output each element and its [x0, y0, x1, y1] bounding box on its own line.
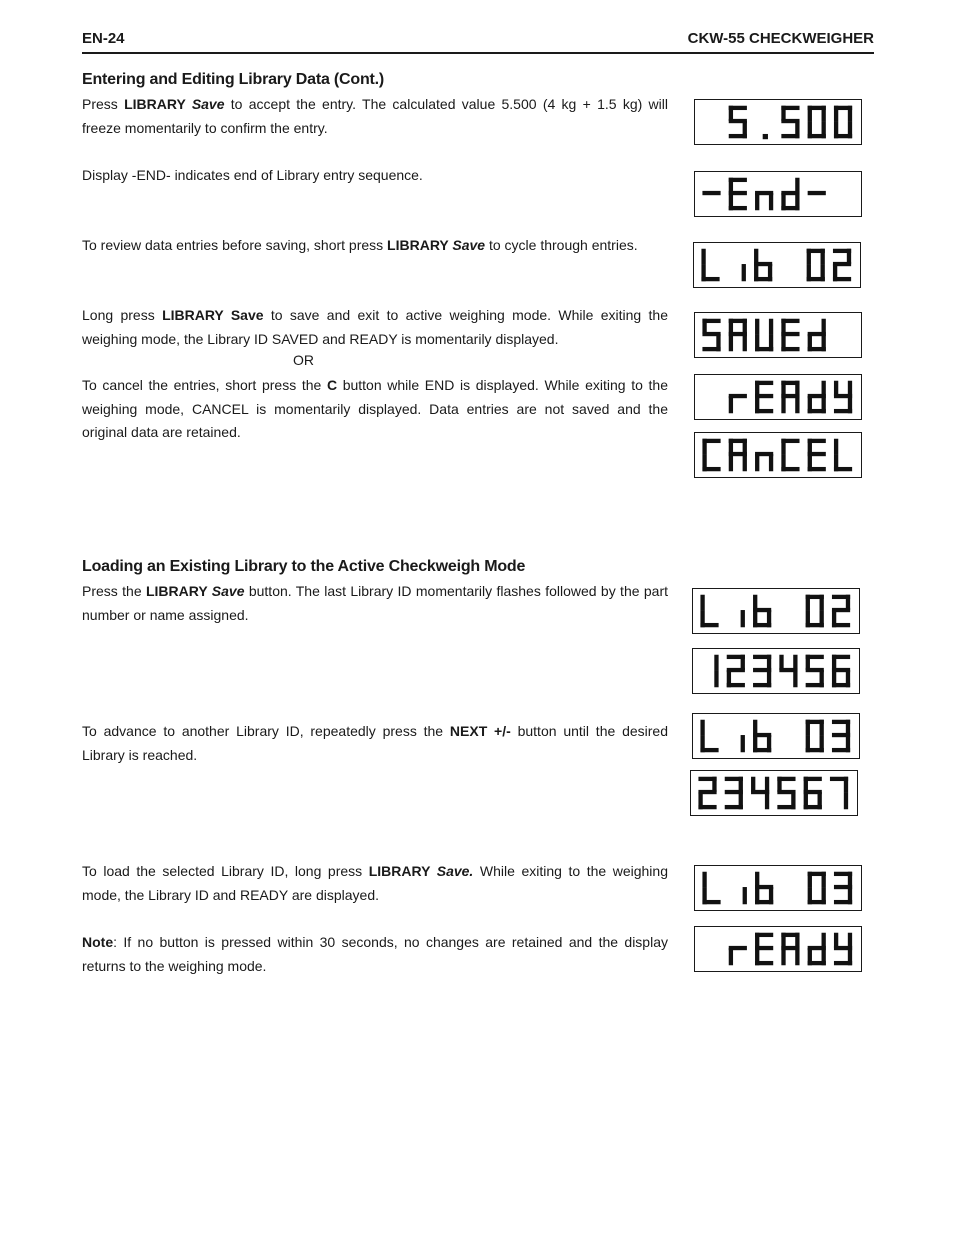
- lcd-segment: [848, 106, 852, 121]
- lcd-display: [692, 588, 860, 634]
- lcd-segment: [742, 264, 746, 281]
- lcd-segment: [729, 319, 733, 334]
- lcd-segment: [729, 106, 733, 121]
- lcd-segment: [834, 933, 838, 948]
- lcd-segment: [834, 121, 838, 138]
- lcd-segment: [807, 249, 811, 264]
- lcd-segment: [755, 381, 759, 396]
- lcd-segment: [765, 777, 769, 792]
- lcd-segment: [767, 610, 771, 627]
- lcd-segment: [755, 961, 773, 965]
- lcd-display: [694, 312, 862, 358]
- lcd-segment: [754, 249, 758, 264]
- lcd-segment: [768, 264, 772, 281]
- lcd-segment: [767, 655, 771, 670]
- lcd-segment: [818, 792, 822, 809]
- lcd-segment: [729, 332, 747, 336]
- lcd-segments: [691, 771, 857, 815]
- lcd-segment: [777, 777, 781, 792]
- lcd-segment: [808, 106, 812, 121]
- or-separator: OR: [293, 352, 314, 368]
- paragraph-note: Note: If no button is pressed within 30 seconds, no changes are retained and the display returns to the weighing mode.: [82, 934, 668, 974]
- lcd-segment: [793, 670, 797, 687]
- lcd-segment: [741, 735, 745, 752]
- product-title: CKW-55 CHECKWEIGHER: [687, 30, 874, 47]
- lcd-segment: [755, 193, 759, 210]
- lcd-segment: [795, 178, 799, 193]
- lcd-segment: [822, 872, 826, 887]
- lcd-segment: [700, 720, 704, 735]
- lcd-segment: [804, 777, 808, 792]
- lcd-segment: [822, 319, 826, 334]
- lcd-display: [694, 432, 862, 478]
- lcd-segment: [844, 792, 848, 809]
- lcd-segment: [781, 467, 799, 471]
- lcd-display: [693, 242, 861, 288]
- page-number: EN-24: [82, 30, 125, 47]
- lcd-segment: [834, 409, 852, 413]
- lcd-segment: [769, 454, 773, 471]
- lcd-segment: [822, 933, 826, 948]
- lcd-segment: [808, 872, 812, 887]
- lcd-segment: [781, 381, 785, 396]
- lcd-segment: [806, 735, 810, 752]
- lcd-segment: [807, 264, 811, 281]
- lcd-segment: [795, 933, 799, 948]
- lcd-segment: [729, 396, 733, 413]
- lcd-segment: [781, 134, 799, 138]
- lcd-segment: [779, 655, 783, 670]
- lcd-segment: [822, 334, 826, 351]
- lcd-segment: [834, 900, 852, 904]
- lcd-display: [692, 648, 860, 694]
- lcd-segment: [729, 394, 747, 398]
- lcd-segment: [848, 933, 852, 948]
- lcd-segment: [753, 720, 757, 735]
- lcd-segment: [743, 454, 747, 471]
- lcd-segment: [806, 655, 810, 670]
- lcd-segments: [695, 927, 861, 971]
- lcd-segment: [743, 439, 747, 454]
- paragraph-accept-entry: Press LIBRARY Save to accept the entry. The calculated value 5.500 (4 kg + 1.5 kg) will freeze momentarily to confirm the entry.: [82, 96, 668, 136]
- lcd-segment: [702, 319, 706, 334]
- lcd-segment: [743, 319, 747, 334]
- lcd-display: [694, 171, 862, 217]
- lcd-segment: [834, 439, 838, 454]
- lcd-segment: [725, 805, 743, 809]
- page-header: [82, 28, 874, 54]
- lcd-segment: [729, 134, 747, 138]
- lcd-segment: [833, 277, 851, 281]
- lcd-segments: [693, 714, 859, 758]
- paragraph-advance-library: To advance to another Library ID, repeatedly press the NEXT +/- button until the desired Library is reached.: [82, 723, 668, 763]
- lcd-segment: [769, 319, 773, 334]
- lcd-segments: [695, 172, 861, 216]
- lcd-segment: [729, 948, 733, 965]
- lcd-segment: [808, 191, 826, 195]
- lcd-segment: [795, 948, 799, 965]
- lcd-segment: [808, 887, 812, 904]
- section-heading-entering: Entering and Editing Library Data (Cont.): [82, 71, 385, 88]
- paragraph-press-library: Press the LIBRARY Save button. The last Library ID momentarily flashes followed by the part number or name assigned.: [82, 583, 669, 623]
- lcd-segments: [693, 649, 859, 693]
- lcd-segment: [834, 381, 838, 396]
- lcd-segment: [765, 792, 769, 809]
- lcd-segment: [806, 610, 810, 627]
- lcd-segment: [834, 961, 852, 965]
- lcd-segment: [729, 206, 747, 210]
- lcd-segment: [741, 655, 745, 670]
- lcd-segment: [753, 683, 771, 687]
- lcd-segment: [822, 381, 826, 396]
- lcd-segment: [702, 439, 706, 454]
- lcd-segment: [700, 595, 704, 610]
- lcd-segments: [695, 866, 861, 910]
- lcd-segment: [806, 595, 810, 610]
- lcd-segment: [767, 735, 771, 752]
- lcd-segment: [781, 394, 799, 398]
- lcd-segment: [821, 249, 825, 264]
- lcd-segment: [763, 134, 768, 139]
- lcd-segment: [729, 178, 733, 193]
- paragraph-load-library: To load the selected Library ID, long press LIBRARY Save. While exiting to the weighing mode, the Library ID and READY are displayed.: [82, 863, 668, 903]
- lcd-segment: [844, 777, 848, 792]
- lcd-segment: [702, 347, 720, 351]
- lcd-segment: [727, 683, 745, 687]
- lcd-display: [694, 865, 862, 911]
- lcd-segments: [695, 433, 861, 477]
- lcd-segment: [848, 381, 852, 396]
- lcd-segment: [781, 946, 799, 950]
- lcd-segments: [694, 243, 860, 287]
- lcd-segment: [846, 595, 850, 610]
- lcd-segment: [781, 106, 785, 121]
- lcd-segment: [822, 106, 826, 121]
- lcd-segment: [729, 439, 733, 454]
- lcd-segment: [820, 720, 824, 735]
- lcd-segment: [755, 933, 759, 948]
- lcd-segment: [846, 720, 850, 735]
- lcd-display: [694, 926, 862, 972]
- lcd-segment: [808, 467, 826, 471]
- lcd-segment: [781, 319, 785, 334]
- lcd-segment: [832, 748, 850, 752]
- lcd-segment: [755, 319, 759, 334]
- lcd-segment: [702, 900, 720, 904]
- lcd-segment: [793, 655, 797, 670]
- lcd-segment: [847, 249, 851, 264]
- lcd-segment: [755, 409, 773, 413]
- lcd-segments: [695, 313, 861, 357]
- lcd-segment: [795, 381, 799, 396]
- lcd-segment: [781, 439, 785, 454]
- lcd-segment: [714, 655, 718, 670]
- lcd-segment: [714, 670, 718, 687]
- lcd-segment: [834, 467, 852, 471]
- lcd-segment: [751, 777, 755, 792]
- lcd-segment: [781, 933, 785, 948]
- lcd-segment: [739, 777, 743, 792]
- lcd-segment: [769, 887, 773, 904]
- lcd-segment: [769, 334, 773, 351]
- lcd-segment: [741, 610, 745, 627]
- lcd-segment: [743, 334, 747, 351]
- lcd-segment: [753, 595, 757, 610]
- lcd-segment: [702, 191, 720, 195]
- lcd-display: [690, 770, 858, 816]
- lcd-segment: [729, 454, 733, 471]
- lcd-segment: [781, 396, 785, 413]
- lcd-segment: [700, 748, 718, 752]
- lcd-segment: [781, 347, 799, 351]
- lcd-segment: [822, 396, 826, 413]
- lcd-display: [694, 374, 862, 420]
- lcd-segment: [795, 193, 799, 210]
- lcd-segment: [712, 777, 716, 792]
- lcd-segment: [832, 623, 850, 627]
- lcd-segments: [695, 100, 861, 144]
- lcd-segment: [808, 439, 812, 454]
- lcd-segment: [806, 683, 824, 687]
- lcd-segment: [806, 720, 810, 735]
- lcd-segment: [755, 454, 759, 471]
- lcd-segment: [729, 334, 733, 351]
- paragraph-save-exit: Long press LIBRARY Save to save and exit to active weighing mode. While exiting the weighing mode, the Library ID SAVED and READY is momentarily displayed.: [82, 307, 668, 347]
- lcd-segments: [693, 589, 859, 633]
- lcd-segment: [700, 623, 718, 627]
- lcd-display: [694, 99, 862, 145]
- lcd-segments: [695, 375, 861, 419]
- lcd-segment: [795, 396, 799, 413]
- section-heading-loading: Loading an Existing Library to the Active Checkweigh Mode: [82, 558, 526, 575]
- paragraph-review-entries: To review data entries before saving, short press LIBRARY Save to cycle through entries.: [82, 237, 638, 253]
- lcd-segment: [702, 872, 706, 887]
- lcd-segment: [848, 872, 852, 887]
- lcd-segment: [834, 106, 838, 121]
- lcd-segment: [743, 887, 747, 904]
- lcd-segment: [820, 595, 824, 610]
- lcd-segment: [808, 121, 812, 138]
- lcd-segment: [755, 872, 759, 887]
- lcd-segment: [729, 452, 747, 456]
- lcd-segment: [698, 805, 716, 809]
- lcd-display: [692, 713, 860, 759]
- lcd-segment: [832, 655, 836, 670]
- lcd-segment: [781, 948, 785, 965]
- lcd-segment: [702, 467, 720, 471]
- lcd-segment: [769, 193, 773, 210]
- lcd-segment: [846, 670, 850, 687]
- lcd-segment: [777, 805, 795, 809]
- paragraph-end-display: Display -END- indicates end of Library entry sequence.: [82, 167, 423, 183]
- paragraph-cancel-entries: To cancel the entries, short press the C button while END is displayed. While exiting to the weighing mode, CANCEL is momentarily displayed. Data entries are not saved and the original data are retained.: [82, 377, 668, 440]
- lcd-segment: [701, 277, 719, 281]
- lcd-segment: [701, 249, 705, 264]
- lcd-segment: [729, 946, 747, 950]
- lcd-segment: [822, 948, 826, 965]
